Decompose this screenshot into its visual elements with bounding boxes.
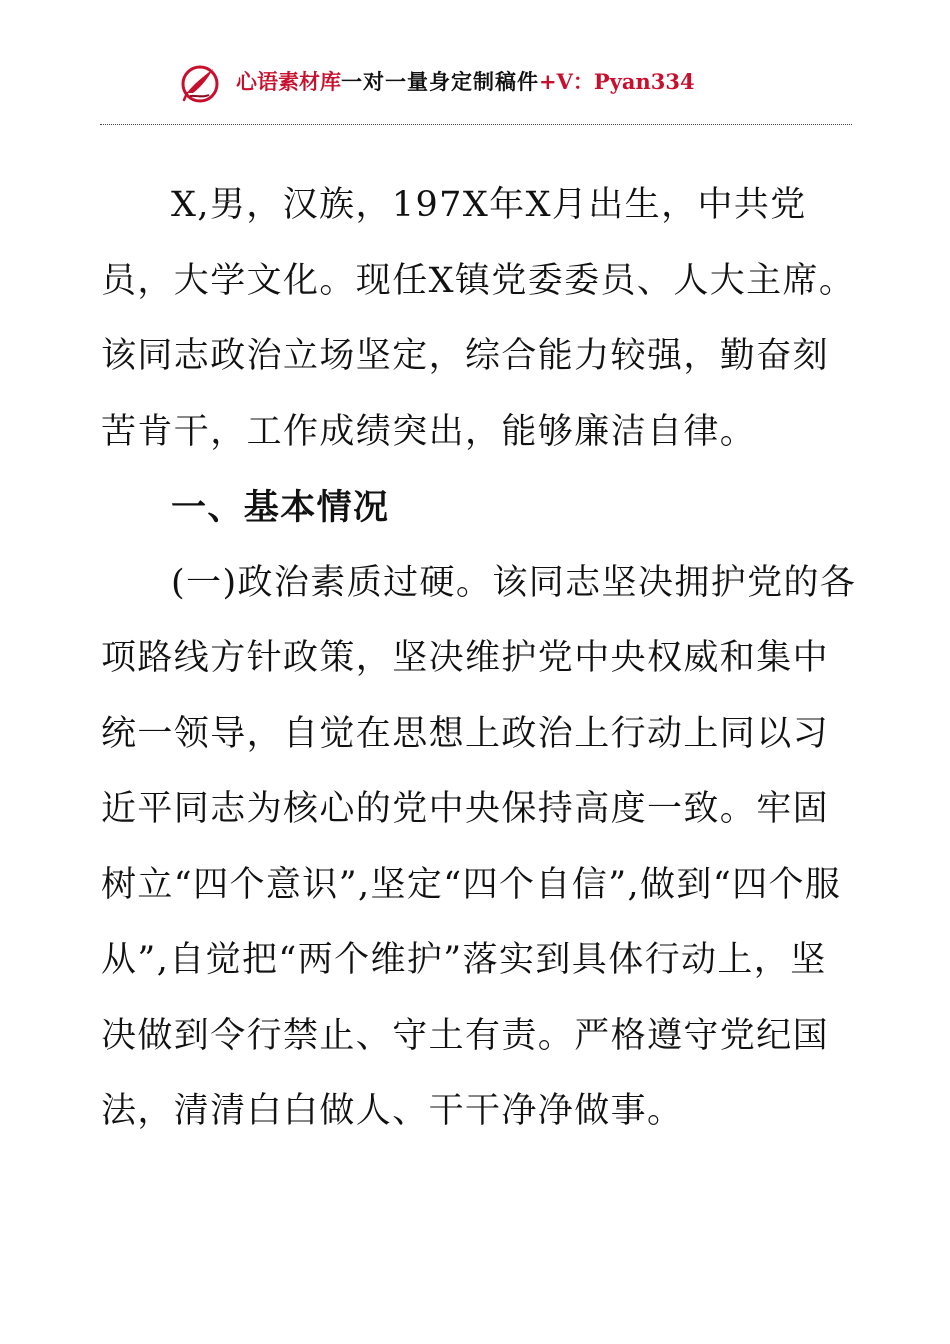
header-banner-text bbox=[236, 66, 695, 98]
header-tagline: 一对一量身定制稿件 bbox=[341, 69, 539, 94]
brand-name: 心语素材库 bbox=[236, 69, 341, 94]
section-paragraph: (一)政治素质过硬。该同志坚决拥护党的各项路线方针政策，坚决维护党中央权威和集中统一领导，自觉在思想上政治上行动上同以习近平同志为核心的党中央保持高度一致。牢固树立“四个意识”,坚定“四个自信”,做到“四个服从”,自觉把“两个维护”落实到具体行动上，坚决做到令行禁止、守土有责。严格遵守党纪国法，清清白白做人、干干净净做事。 bbox=[101, 562, 857, 1131]
page-header bbox=[0, 58, 950, 110]
section-heading: 一、基本情况 bbox=[171, 487, 390, 528]
document-body bbox=[101, 168, 861, 1150]
intro-paragraph: X,男，汉族，197X年X月出生，中共党员，大学文化。现任X镇党委委员、人大主席。该同志政治立场坚定，综合能力较强，勤奋刻苦肯干，工作成绩突出，能够廉洁自律。 bbox=[101, 185, 856, 452]
header-contact: +V：Pyan334 bbox=[539, 69, 695, 94]
header-divider bbox=[100, 124, 852, 125]
quill-pen-logo-icon bbox=[178, 62, 222, 106]
